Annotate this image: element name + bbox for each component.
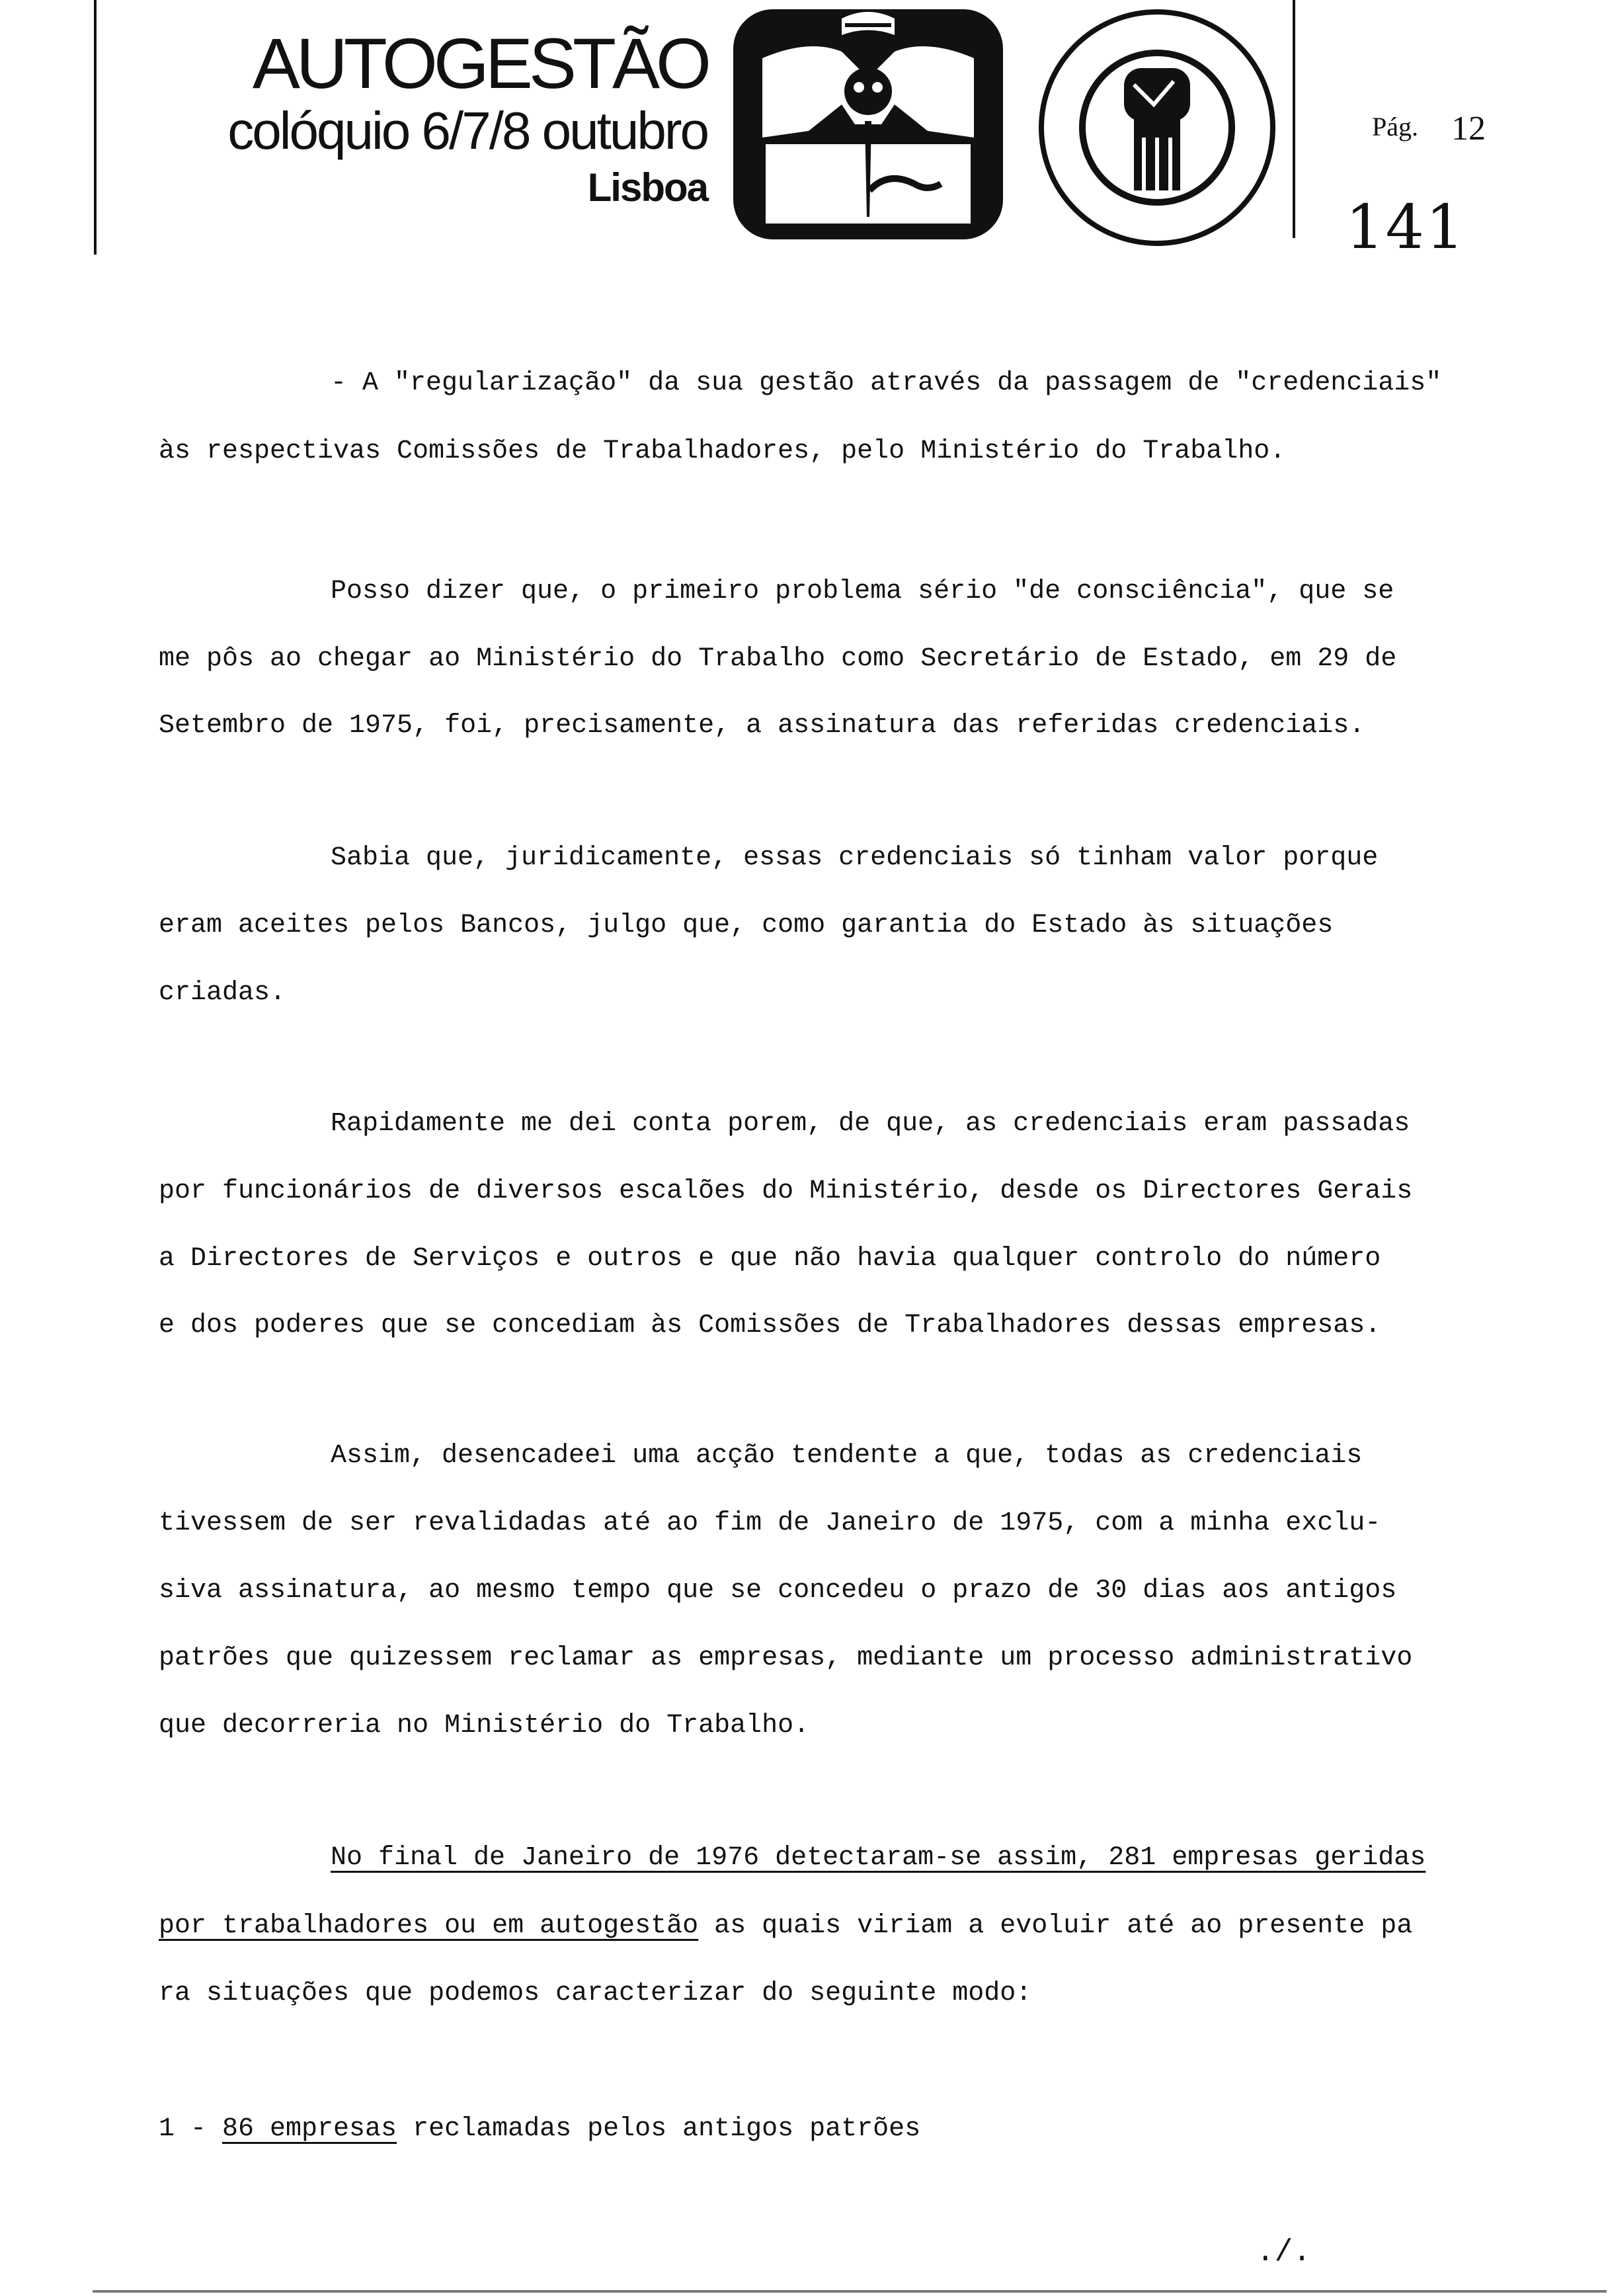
text-line: - A "regularização" da sua gestão através da passagem de "credenciais": [331, 368, 1442, 398]
list-item: [159, 2113, 920, 2146]
text-line: a Directores de Serviços e outros e que não havia qualquer controlo do número: [159, 1244, 1381, 1274]
text-line: patrões que quizessem reclamar as empresas, mediante um processo administrativo: [159, 1643, 1413, 1673]
continuation-mark: ./.: [1256, 2235, 1311, 2270]
page-label: Pág.: [1372, 112, 1418, 142]
text-line: e dos poderes que se concediam às Comissões de Trabalhadores dessas empresas.: [159, 1311, 1381, 1340]
text-line: Assim, desencadeei uma acção tendente a que, todas as credenciais: [331, 1441, 1363, 1471]
underlined-phrase: 86 empresas: [222, 2114, 397, 2144]
text-line: tivessem de ser revalidadas até ao fim de Janeiro de 1975, com a minha exclu-: [159, 1508, 1381, 1538]
letterhead-subtitle: colóquio 6/7/8 outubro: [227, 101, 707, 160]
letterhead: [126, 23, 707, 214]
text-line: Sabia que, juridicamente, essas credenciais só tinham valor porque: [331, 843, 1379, 873]
underlined-phrase: por trabalhadores ou em autogestão: [159, 1911, 699, 1941]
text-line: me pôs ao chegar ao Ministério do Trabalho como Secretário de Estado, em 29 de: [159, 644, 1397, 674]
autogestao-logo: [729, 5, 1007, 243]
left-rule: [94, 0, 97, 255]
underlined-line: No final de Janeiro de 1976 detectaram-se assim, 281 empresas geridas: [331, 1843, 1426, 1873]
line-rest: reclamadas pelos antigos patrões: [397, 2114, 921, 2144]
letterhead-city: Lisboa: [587, 165, 707, 210]
mixed-line: [159, 1910, 1412, 1943]
page-number-mark: 12: [1451, 110, 1486, 147]
text-line: ra situações que podemos caracterizar do seguinte modo:: [159, 1979, 1032, 2008]
text-line: eram aceites pelos Bancos, julgo que, como garantia do Estado às situações: [159, 911, 1334, 940]
text-line: às respectivas Comissões de Trabalhadores, pelo Ministério do Trabalho.: [159, 436, 1286, 466]
text-line: por funcionários de diversos escalões do Ministério, desde os Directores Gerais: [159, 1176, 1413, 1206]
text-line: criadas.: [159, 978, 286, 1008]
text-line: Setembro de 1975, foi, precisamente, a assinatura das referidas credenciais.: [159, 711, 1365, 741]
handwritten-number: 141: [1346, 192, 1466, 263]
line-rest: as quais viriam a evoluir até ao presente pa: [698, 1911, 1413, 1941]
item-prefix: 1 -: [159, 2114, 223, 2144]
right-rule: [1293, 0, 1295, 238]
text-line: siva assinatura, ao mesmo tempo que se concedeu o prazo de 30 dias aos antigos: [159, 1576, 1397, 1606]
text-line: Posso dizer que, o primeiro problema sério "de consciência", que se: [331, 577, 1394, 606]
partido-socialista-seal: [1028, 5, 1286, 250]
text-line: que decorreria no Ministério do Trabalho.: [159, 1711, 810, 1741]
letterhead-title: AUTOGESTÃO: [252, 23, 707, 103]
text-line: Rapidamente me dei conta porem, de que, as credenciais eram passadas: [331, 1109, 1410, 1139]
bottom-edge: [93, 2290, 1607, 2293]
